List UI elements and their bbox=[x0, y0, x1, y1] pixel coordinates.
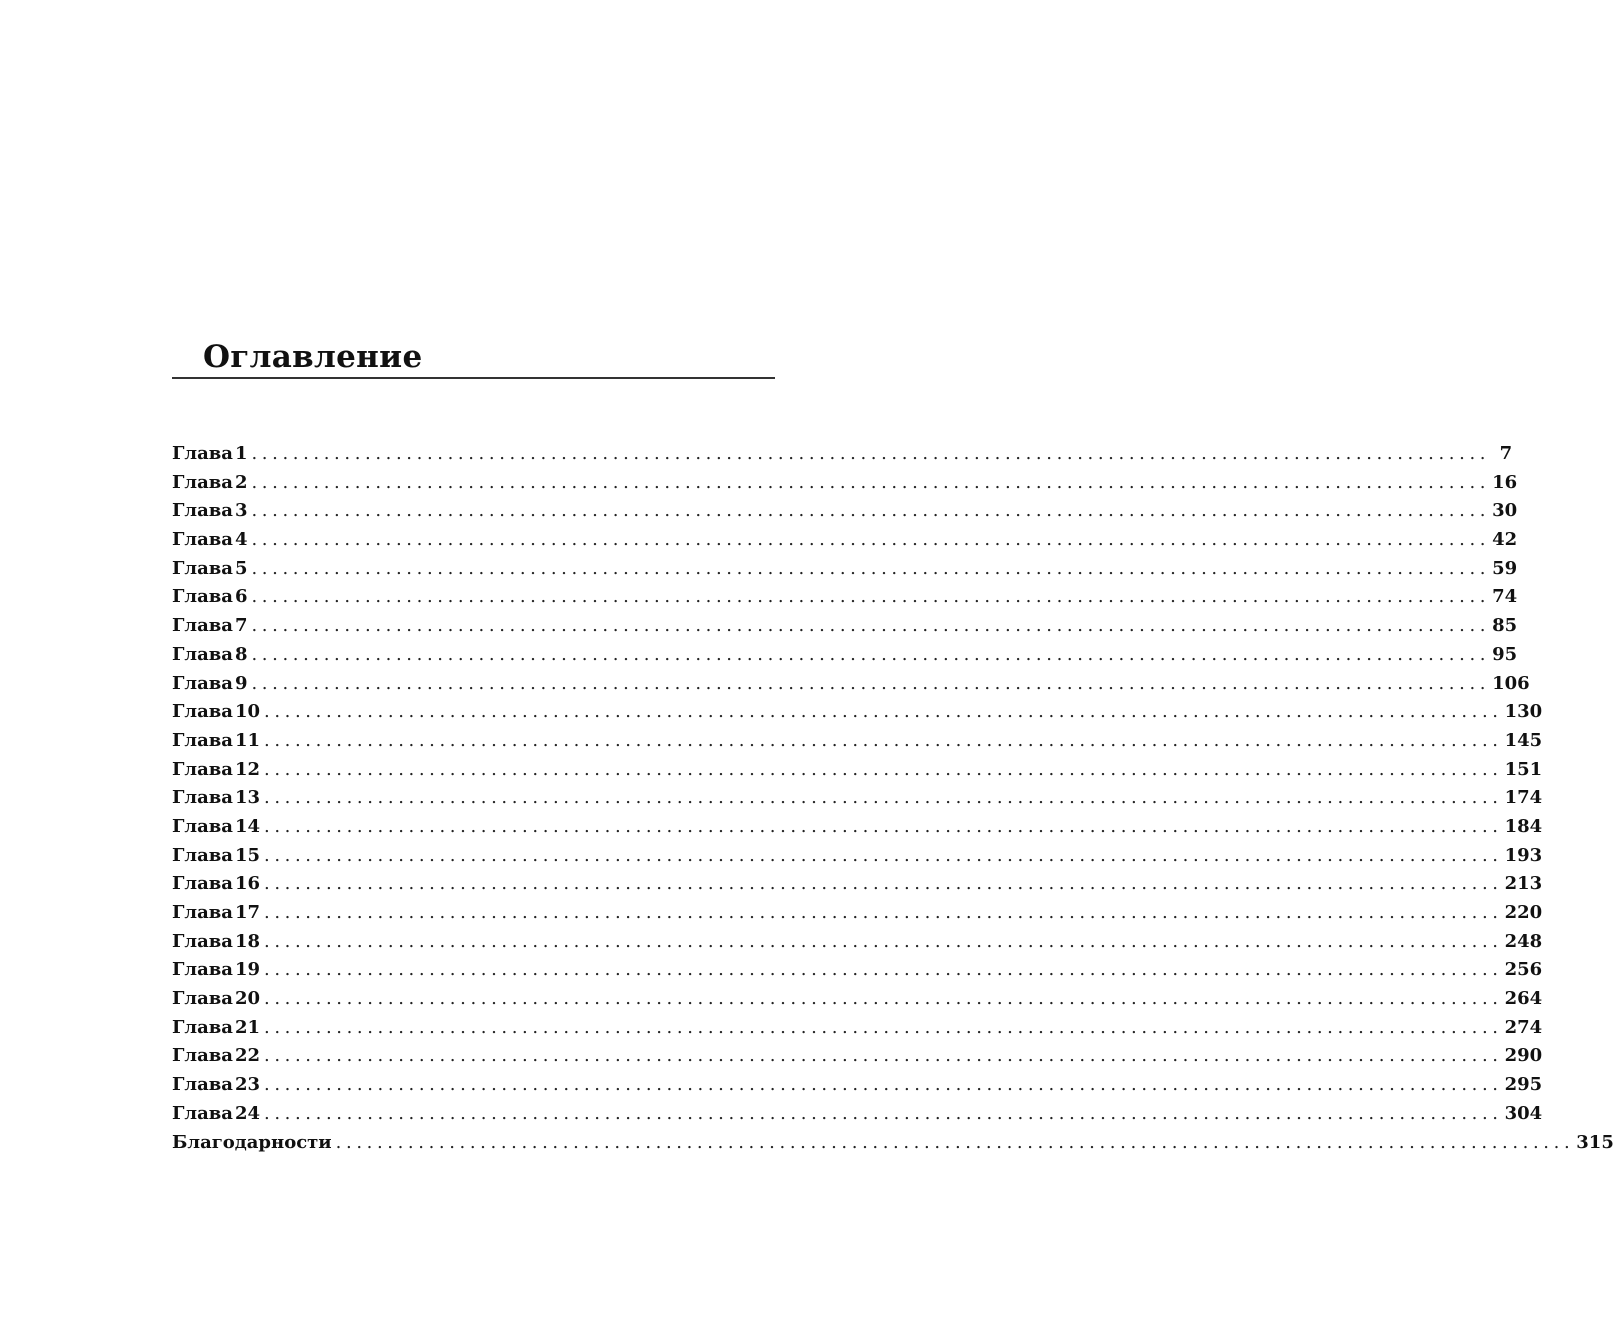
entry-chapter-number: 18 bbox=[234, 930, 261, 952]
toc-entry-acknowledgements bbox=[172, 1129, 1614, 1158]
entry-label: Глава bbox=[172, 586, 233, 608]
entry-chapter-number: 11 bbox=[234, 729, 261, 751]
dot-leader: ........................................................................................................................ bbox=[264, 873, 1503, 895]
entry-chapter-number: 12 bbox=[234, 758, 261, 780]
entry-page-number: 264 bbox=[1504, 988, 1543, 1010]
toc-entry bbox=[172, 870, 1543, 899]
entry-chapter-number: 14 bbox=[234, 815, 261, 837]
entry-label: Глава bbox=[172, 529, 233, 551]
entry-chapter-number: 3 bbox=[234, 500, 248, 522]
entry-page-number: 145 bbox=[1504, 729, 1543, 751]
toc-entry bbox=[172, 555, 1518, 584]
entry-chapter-number: 10 bbox=[234, 701, 261, 723]
entry-chapter-number: 19 bbox=[234, 959, 261, 981]
dot-leader: ........................................................................................................................ bbox=[251, 615, 1491, 637]
toc-entry bbox=[172, 1100, 1543, 1129]
entry-label: Глава bbox=[172, 1016, 233, 1038]
entry-label: Глава bbox=[172, 643, 233, 665]
toc-entry bbox=[172, 698, 1543, 727]
dot-leader: ........................................................................................................................ bbox=[264, 787, 1503, 809]
dot-leader: ........................................................................................................................ bbox=[251, 500, 1491, 522]
entry-page-number: 290 bbox=[1504, 1045, 1543, 1067]
dot-leader: ........................................................................................................................ bbox=[251, 672, 1491, 694]
entry-label: Глава bbox=[172, 672, 233, 694]
entry-chapter-number: 9 bbox=[234, 672, 248, 694]
toc-entry bbox=[172, 641, 1518, 670]
dot-leader: ........................................................................................................................ bbox=[251, 443, 1491, 464]
entry-page-number: 74 bbox=[1492, 586, 1518, 608]
entry-chapter-number: 16 bbox=[234, 873, 261, 895]
entry-label: Глава bbox=[172, 443, 233, 464]
toc-entry bbox=[172, 985, 1543, 1014]
entry-label: Глава bbox=[172, 815, 233, 837]
toc-entry bbox=[172, 1071, 1543, 1100]
entry-chapter-number: 2 bbox=[234, 471, 248, 493]
entry-label: Глава bbox=[172, 471, 233, 493]
entry-chapter-number: 4 bbox=[234, 529, 248, 551]
entry-page-number: 85 bbox=[1492, 615, 1518, 637]
entry-page-number: 184 bbox=[1504, 815, 1543, 837]
toc-entry bbox=[172, 956, 1543, 985]
entry-chapter-number: 5 bbox=[234, 557, 248, 579]
entry-chapter-number: 15 bbox=[234, 844, 261, 866]
toc-entry bbox=[172, 670, 1530, 699]
entry-chapter-number: 22 bbox=[234, 1045, 261, 1067]
toc-entry bbox=[172, 583, 1518, 612]
entry-page-number: 16 bbox=[1492, 471, 1518, 493]
dot-leader: ........................................................................................................................ bbox=[335, 1131, 1575, 1153]
entry-page-number: 30 bbox=[1492, 500, 1518, 522]
dot-leader: ........................................................................................................................ bbox=[264, 1045, 1503, 1067]
entry-label: Глава bbox=[172, 959, 233, 981]
entry-page-number: 193 bbox=[1504, 844, 1543, 866]
entry-chapter-number: 13 bbox=[234, 787, 261, 809]
dot-leader: ........................................................................................................................ bbox=[264, 959, 1503, 981]
entry-label: Глава bbox=[172, 500, 233, 522]
entry-label: Глава bbox=[172, 557, 233, 579]
entry-label: Глава bbox=[172, 729, 233, 751]
entry-page-number: 220 bbox=[1504, 902, 1543, 923]
toc-entry bbox=[172, 756, 1543, 785]
entry-chapter-number: 1 bbox=[234, 443, 248, 464]
entry-label: Благодарности bbox=[172, 1131, 332, 1153]
entry-chapter-number: 17 bbox=[234, 902, 261, 923]
dot-leader: ........................................................................................................................ bbox=[264, 701, 1503, 723]
dot-leader: ........................................................................................................................ bbox=[251, 471, 1491, 493]
entry-label: Глава bbox=[172, 1074, 233, 1096]
entry-page-number: 95 bbox=[1492, 643, 1518, 665]
entry-label: Глава bbox=[172, 701, 233, 723]
entry-page-number: 248 bbox=[1504, 930, 1543, 952]
entry-page-number: 274 bbox=[1504, 1016, 1543, 1038]
entry-label: Глава bbox=[172, 873, 233, 895]
entry-page-number: 106 bbox=[1492, 672, 1530, 694]
entry-label: Глава bbox=[172, 787, 233, 809]
toc-entry bbox=[172, 612, 1518, 641]
entry-chapter-number: 6 bbox=[234, 586, 248, 608]
toc-entry bbox=[172, 469, 1518, 498]
dot-leader: ........................................................................................................................ bbox=[264, 758, 1503, 780]
entry-page-number: 130 bbox=[1504, 701, 1543, 723]
entry-chapter-number: 24 bbox=[234, 1102, 261, 1124]
entry-label: Глава bbox=[172, 758, 233, 780]
entry-label: Глава bbox=[172, 1102, 233, 1124]
entry-label: Глава bbox=[172, 988, 233, 1010]
entry-page-number: 213 bbox=[1504, 873, 1543, 895]
entry-chapter-number: 21 bbox=[234, 1016, 261, 1038]
dot-leader: ........................................................................................................................ bbox=[264, 844, 1503, 866]
toc-entry bbox=[172, 1042, 1543, 1071]
entry-label: Глава bbox=[172, 902, 233, 923]
entry-page-number: 304 bbox=[1504, 1102, 1543, 1124]
dot-leader: ........................................................................................................................ bbox=[264, 1102, 1503, 1124]
toc-entry bbox=[172, 842, 1543, 871]
entry-chapter-number: 23 bbox=[234, 1074, 261, 1096]
toc-entry bbox=[172, 928, 1543, 957]
dot-leader: ........................................................................................................................ bbox=[264, 1016, 1503, 1038]
entry-label: Глава bbox=[172, 615, 233, 637]
entry-page-number: 7 bbox=[1499, 443, 1513, 464]
dot-leader: ........................................................................................................................ bbox=[264, 988, 1503, 1010]
dot-leader: ........................................................................................................................ bbox=[264, 902, 1503, 923]
dot-leader: ........................................................................................................................ bbox=[264, 729, 1503, 751]
dot-leader: ........................................................................................................................ bbox=[251, 557, 1491, 579]
toc-entry bbox=[172, 1014, 1543, 1043]
entry-page-number: 174 bbox=[1504, 787, 1543, 809]
dot-leader: ........................................................................................................................ bbox=[251, 529, 1491, 551]
entry-chapter-number: 20 bbox=[234, 988, 261, 1010]
entry-label: Глава bbox=[172, 1045, 233, 1067]
dot-leader: ........................................................................................................................ bbox=[264, 930, 1503, 952]
title-divider bbox=[172, 377, 775, 379]
toc-entry bbox=[172, 899, 1543, 928]
toc-entry bbox=[172, 784, 1543, 813]
entry-page-number: 315 bbox=[1576, 1131, 1614, 1153]
entry-page-number: 151 bbox=[1504, 758, 1543, 780]
entry-label: Глава bbox=[172, 930, 233, 952]
toc-title: Оглавление bbox=[203, 339, 423, 375]
dot-leader: ........................................................................................................................ bbox=[264, 815, 1503, 837]
entry-label: Глава bbox=[172, 844, 233, 866]
toc-entry bbox=[172, 497, 1518, 526]
toc-entry bbox=[172, 440, 1513, 469]
entry-page-number: 295 bbox=[1504, 1074, 1543, 1096]
entry-chapter-number: 8 bbox=[234, 643, 248, 665]
entry-chapter-number: 7 bbox=[234, 615, 248, 637]
dot-leader: ........................................................................................................................ bbox=[251, 643, 1491, 665]
toc-list bbox=[172, 440, 1614, 1157]
entry-page-number: 59 bbox=[1492, 557, 1518, 579]
entry-page-number: 256 bbox=[1504, 959, 1543, 981]
dot-leader: ........................................................................................................................ bbox=[264, 1074, 1503, 1096]
toc-entry bbox=[172, 813, 1543, 842]
dot-leader: ........................................................................................................................ bbox=[251, 586, 1491, 608]
toc-entry bbox=[172, 526, 1518, 555]
entry-page-number: 42 bbox=[1492, 529, 1518, 551]
toc-entry bbox=[172, 727, 1543, 756]
